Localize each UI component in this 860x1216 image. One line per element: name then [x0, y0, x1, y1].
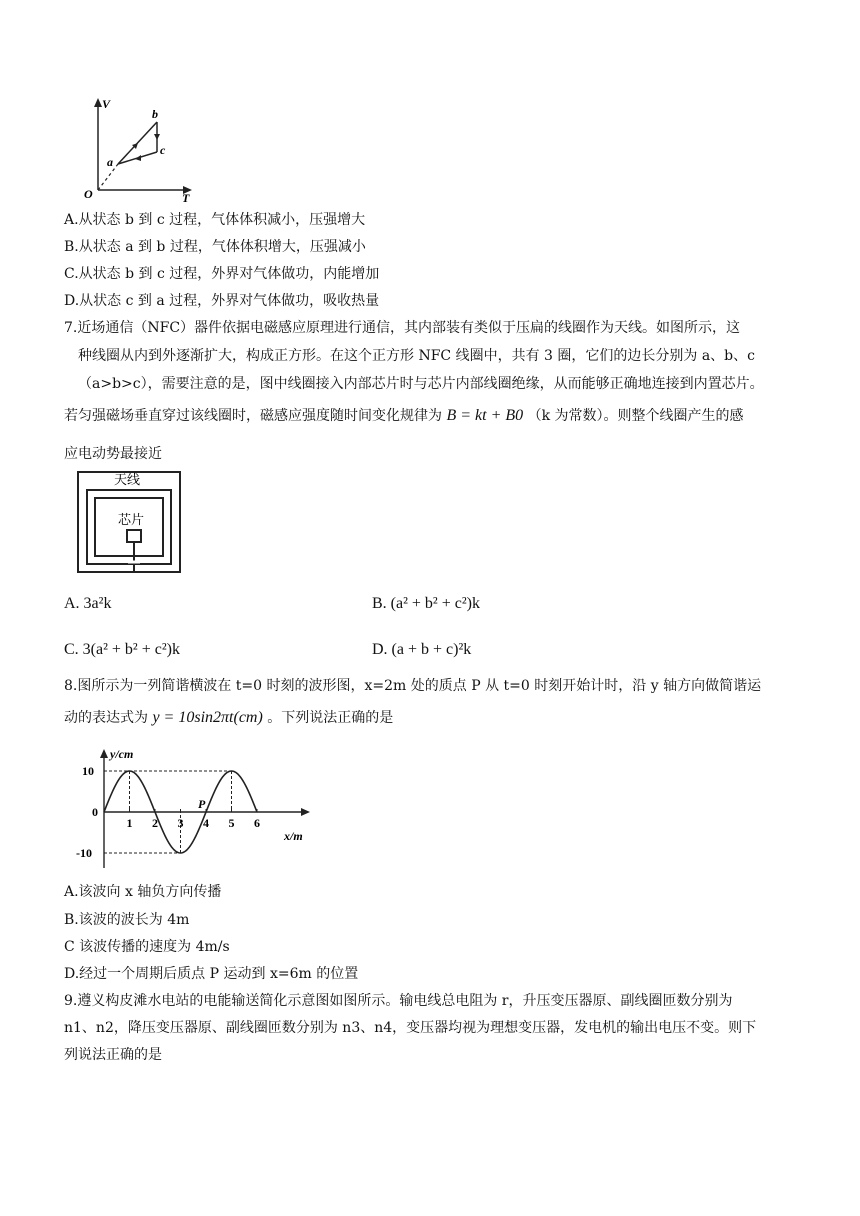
origin-label: O: [84, 187, 93, 201]
q6-option-c: C.从状态 b 到 c 过程，外界对气体做功，内能增加: [64, 266, 380, 282]
q9-stem-line1: 9.遵义构皮滩水电站的电能输送简化示意图如图所示。输电线总电阻为 r，升压变压器原、副线圈匝数分别为: [64, 993, 733, 1009]
q7-option-d: D. (a + b + c)²k: [372, 641, 472, 658]
x-tick-label: 5: [228, 816, 235, 830]
q6-option-d: D.从状态 c 到 a 过程，外界对气体做功，吸收热量: [64, 293, 380, 309]
nfc-coil-figure: [74, 466, 186, 578]
q7-option-c: C. 3(a² + b² + c²)k: [64, 641, 180, 658]
x-tick-label: 3: [177, 816, 184, 830]
v-axis-arrow: [94, 98, 102, 107]
y-tick-label: 0: [92, 805, 98, 819]
antenna-label: 天线: [114, 473, 141, 488]
q9-stem-line3: 列说法正确的是: [64, 1047, 162, 1063]
t-label: T: [182, 191, 190, 204]
q6-option-a: A.从状态 b 到 c 过程，气体体积减小，压强增大: [64, 212, 366, 228]
vt-graph: [80, 94, 200, 204]
state-c-label: c: [160, 143, 166, 157]
q7-option-b: B. (a² + b² + c²)k: [372, 595, 480, 612]
q7-stem-line4-a: 若匀强磁场垂直穿过该线圈时，磁感应强度随时间变化规律为: [64, 408, 442, 424]
state-b-label: b: [152, 107, 158, 121]
x-tick-label: 6: [254, 816, 260, 830]
wave-chart: [74, 744, 324, 874]
y-axis-arrow: [100, 749, 108, 758]
q7-option-a: A. 3a²k: [64, 595, 112, 612]
state-a-label: a: [107, 155, 113, 169]
q7-stem-line5: 应电动势最接近: [64, 446, 162, 462]
y-tick-label: -10: [76, 846, 92, 860]
y-axis-label: y/cm: [110, 747, 134, 761]
y-tick-label: 10: [82, 764, 94, 778]
q7-stem-line1: 7.近场通信（NFC）器件依据电磁感应原理进行通信，其内部装有类似于压扁的线圈作为天线。如图所示，这: [64, 320, 741, 336]
q8-option-c: C 该波传播的速度为 4m/s: [64, 939, 230, 955]
q7-stem-line3: （a>b>c），需要注意的是，图中线圈接入内部芯片时与芯片内部线圈绝缘，从而能够正确地连接到内置芯片。: [78, 376, 764, 392]
q8-option-a: A.该波向 x 轴负方向传播: [64, 884, 222, 900]
q8-option-b: B.该波的波长为 4m: [64, 912, 190, 928]
q8-option-d: D.经过一个周期后质点 P 运动到 x=6m 的位置: [64, 966, 359, 982]
x-axis-label: x/m: [284, 829, 303, 843]
q9-stem-line2: n1、n2，降压变压器原、副线圈匝数分别为 n3、n4，变压器均视为理想变压器，发电机的输出电压不变。则下: [64, 1020, 757, 1036]
v-label: V: [102, 97, 111, 111]
chip-box: [127, 530, 141, 542]
q7-stem-line4: [64, 406, 744, 426]
q7-stem-line2: 种线圈从内到外逐渐扩大，构成正方形。在这个正方形 NFC 线圈中，共有 3 圈，它们的边长分别为 a、b、c: [78, 348, 755, 364]
q8-stem-line2-a: 动的表达式为: [64, 710, 148, 726]
q8-stem-line2-b: 。下列说法正确的是: [267, 710, 394, 726]
q8-formula: y = 10sin2πt(cm): [152, 709, 263, 726]
x-tick-label: 1: [126, 816, 133, 830]
x-tick-label: 2: [152, 816, 158, 830]
q8-stem-line2: [64, 708, 393, 728]
chip-label: 芯片: [118, 513, 145, 528]
q6-option-b: B.从状态 a 到 b 过程，气体体积增大，压强减小: [64, 239, 366, 255]
q7-formula: B = kt + B0: [446, 407, 524, 424]
x-tick-label: 4: [203, 816, 209, 830]
q8-stem-line1: 8.图所示为一列简谐横波在 t=0 时刻的波形图，x=2m 处的质点 P 从 t=0 时刻开始计时，沿 y 轴方向做简谐运: [64, 678, 762, 694]
point-p-label: P: [198, 797, 206, 811]
q7-stem-line4-b: （k 为常数）。则整个线圈产生的感: [527, 408, 744, 424]
x-axis-arrow: [301, 808, 310, 816]
arrow-bc: [154, 134, 160, 140]
